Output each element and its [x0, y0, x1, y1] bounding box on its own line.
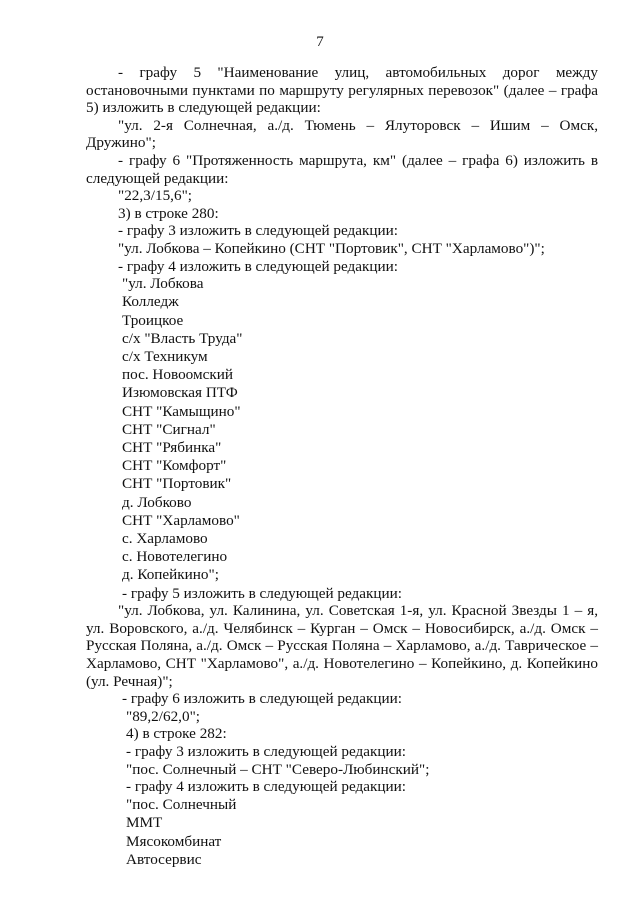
row-280-heading: 3) в строке 280:	[118, 204, 219, 222]
list-item: с. Новотелегино	[122, 548, 228, 566]
row-282-stops-list	[86, 796, 598, 870]
list-item: СНТ "Комфорт"	[122, 457, 227, 475]
list-item: д. Лобково	[122, 493, 192, 511]
list-item: с/х Техникум	[122, 347, 208, 365]
row-282-column4-intro: - графу 4 изложить в следующей редакции:	[126, 778, 407, 796]
list-item: Изюмовская ПТФ	[122, 384, 238, 402]
list-item: с. Харламово	[122, 529, 208, 547]
list-item: ММТ	[126, 814, 163, 832]
document-body	[86, 64, 598, 869]
list-item: пос. Новоомский	[122, 366, 233, 384]
list-item: Колледж	[122, 293, 179, 311]
list-item: Автосервис	[126, 850, 202, 868]
row-280-column3-intro: - графу 3 изложить в следующей редакции:	[118, 222, 399, 240]
list-item: СНТ "Камыщино"	[122, 402, 241, 420]
paragraph-column5-intro: - графу 5 "Наименование улиц, автомобильных дорог между остановочными пунктами по маршруту регулярных перевозок" (далее – графа 5) изложить в следующей редакции:	[86, 64, 598, 117]
list-item: с/х "Власть Труда"	[122, 329, 243, 347]
column6-value: "22,3/15,6";	[118, 187, 192, 205]
paragraph-column6-intro: - графу 6 "Протяженность маршрута, км" (далее – графа 6) изложить в следующей редакции:	[86, 151, 598, 187]
list-item: Мясокомбинат	[126, 832, 222, 850]
list-item: СНТ "Портовик"	[122, 475, 232, 493]
list-item: СНТ "Рябинка"	[122, 438, 222, 456]
row-280-column6-value: "89,2/62,0";	[126, 707, 200, 725]
row-280-column6-intro: - графу 6 изложить в следующей редакции:	[122, 690, 403, 708]
list-item: СНТ "Сигнал"	[122, 420, 216, 438]
row-280-column5-value: "ул. Лобкова, ул. Калинина, ул. Советская 1-я, ул. Красной Звезды 1 – я, ул. Воровского, а./д. Челябинск – Курган – Омск – Новосибирск, а./д. Омск – Русская Поляна, а./д. Омск – Русская Поляна – Харламово, а./д. Таврическое – Харламово, СНТ "Харламово", а./д. Новотелегино – Копейкино, д. Копейкино (ул. Речная)";	[86, 602, 598, 690]
row-280-stops-list	[86, 275, 598, 584]
list-item: "пос. Солнечный	[126, 795, 237, 813]
list-item: СНТ "Харламово"	[122, 511, 240, 529]
row-282-heading: 4) в строке 282:	[126, 725, 227, 743]
row-282-column3-value: "пос. Солнечный – СНТ "Северо-Любинский";	[126, 760, 430, 778]
row-282-column3-intro: - графу 3 изложить в следующей редакции:	[126, 742, 407, 760]
list-item: Троицкое	[122, 311, 184, 329]
paragraph-column5-value: "ул. 2-я Солнечная, а./д. Тюмень – Ялуторовск – Ишим – Омск, Дружино";	[86, 116, 598, 152]
page-number: 7	[316, 34, 324, 50]
row-280-column3-value: "ул. Лобкова – Копейкино (СНТ "Портовик", СНТ "Харламово")";	[118, 239, 545, 257]
row-280-column4-intro: - графу 4 изложить в следующей редакции:	[118, 257, 399, 275]
row-280-column5-intro: - графу 5 изложить в следующей редакции:	[122, 584, 403, 602]
list-item: д. Копейкино";	[122, 566, 219, 584]
list-item: "ул. Лобкова	[122, 275, 204, 293]
